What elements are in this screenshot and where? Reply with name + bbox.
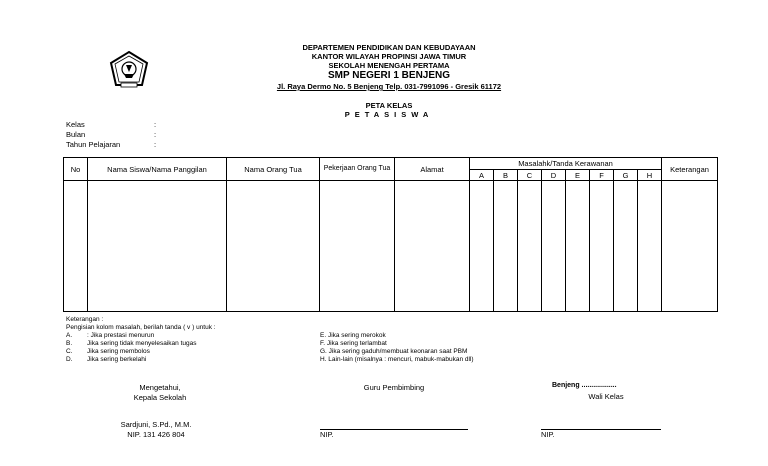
field-tahun-label: Tahun Pelajaran — [66, 140, 121, 149]
cell-d — [542, 181, 566, 312]
col-header-masalah: Masalahk/Tanda Kerawanan — [470, 158, 662, 170]
header-school-level: SEKOLAH MENENGAH PERTAMA — [328, 61, 450, 70]
field-kelas — [66, 120, 157, 129]
student-map-table — [63, 157, 718, 312]
table-body-row — [64, 181, 718, 312]
cell-keterangan — [662, 181, 718, 312]
header-regional-office: KANTOR WILAYAH PROPINSI JAWA TIMUR — [311, 52, 467, 61]
cell-c — [518, 181, 542, 312]
cell-f — [590, 181, 614, 312]
sig-mengetahui: Mengetahui, — [139, 383, 181, 392]
sub-col-g: G — [614, 170, 638, 181]
document-title: PETA KELAS — [365, 101, 413, 110]
sub-col-b: B — [494, 170, 518, 181]
col-header-nama-ortu: Nama Orang Tua — [227, 158, 320, 181]
document-subtitle: PETASISWA — [344, 110, 434, 119]
sig-guru-pembimbing: Guru Pembimbing — [363, 383, 425, 392]
sig-nama-kepala: Sardjuni, S.Pd., M.M. — [120, 420, 192, 429]
note-item-h: H. Lain-lain (misalnya : mencuri, mabuk-mabukan dll) — [320, 356, 474, 363]
field-bulan-colon: : — [154, 130, 157, 139]
cell-alamat — [395, 181, 470, 312]
cell-pekerjaan — [320, 181, 395, 312]
sub-col-e: E — [566, 170, 590, 181]
header-address: Jl. Raya Dermo No. 5 Benjeng Telp. 031-7991096 - Gresik 61172 — [276, 82, 502, 91]
cell-e — [566, 181, 590, 312]
header-school-name: SMP NEGERI 1 BENJENG — [327, 70, 451, 81]
cell-b — [494, 181, 518, 312]
field-bulan-label: Bulan — [66, 130, 86, 139]
sig-nip-wali: NIP. — [541, 430, 555, 439]
field-kelas-colon: : — [154, 120, 157, 129]
header-department: DEPARTEMEN PENDIDIKAN DAN KEBUDAYAAN — [302, 43, 476, 52]
signature-line-guru — [320, 429, 468, 430]
field-tahun-colon: : — [154, 140, 157, 149]
sub-col-d: D — [542, 170, 566, 181]
note-item-f: F. Jika sering terlambat — [320, 340, 387, 347]
col-header-alamat: Alamat — [395, 158, 470, 181]
cell-no — [64, 181, 88, 312]
note-item-e: E. Jika sering merokok — [320, 332, 386, 339]
field-kelas-label: Kelas — [66, 120, 85, 129]
cell-g — [614, 181, 638, 312]
sig-place-date: Benjeng .................. — [552, 382, 617, 389]
sig-wali-kelas: Wali Kelas — [588, 392, 624, 401]
notes-heading: Keterangan : — [66, 316, 104, 323]
field-bulan — [66, 130, 157, 139]
note-item-g: G. Jika sering gaduh/membuat keonaran saat PBM — [320, 348, 468, 355]
col-header-keterangan: Keterangan — [662, 158, 718, 181]
field-tahun-pelajaran — [66, 140, 157, 149]
school-emblem-logo — [108, 50, 150, 92]
cell-a — [470, 181, 494, 312]
sub-col-a: A — [470, 170, 494, 181]
signature-line-wali — [541, 429, 661, 430]
notes-right — [320, 332, 474, 364]
sub-col-f: F — [590, 170, 614, 181]
col-header-nama-siswa: Nama Siswa/Nama Panggilan — [88, 158, 227, 181]
cell-nama-siswa — [88, 181, 227, 312]
sig-nip-kepala: NIP. 131 426 804 — [127, 430, 185, 439]
notes-intro: Pengisian kolom masalah, berilah tanda ( v ) untuk : — [66, 324, 216, 331]
sub-col-c: C — [518, 170, 542, 181]
sub-col-h: H — [638, 170, 662, 181]
sig-kepala-sekolah: Kepala Sekolah — [133, 393, 187, 402]
sig-nip-guru: NIP. — [320, 430, 334, 439]
cell-h — [638, 181, 662, 312]
col-header-pekerjaan: Pekerjaan Orang Tua — [320, 158, 395, 181]
cell-nama-ortu — [227, 181, 320, 312]
col-header-no: No — [64, 158, 88, 181]
